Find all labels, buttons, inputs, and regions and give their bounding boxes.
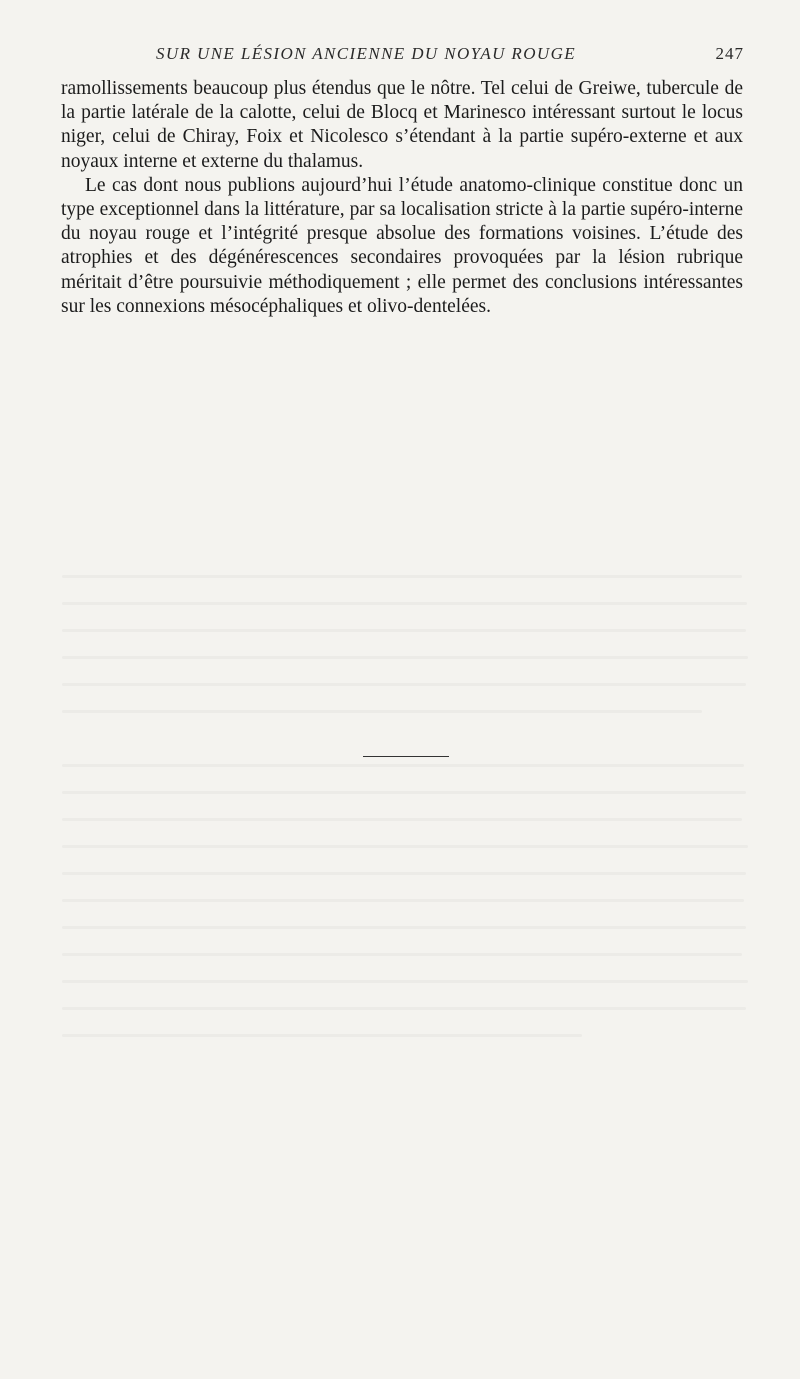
- paragraph: Le cas dont nous publions aujourd’hui l’étude anatomo-clinique constitue donc un type exceptionnel dans la littérature, par sa localisation stricte à la partie supéro-interne du noyau rouge et l’intégrité presque absolue des formations voisines. L’étude des atrophies et des dégénérescences secondaires provoquées par la lésion rubrique méritait d’être poursuivie méthodiquement ; elle permet des conclusions intéressantes sur les connexions mésocéphaliques et olivo-dentelées.: [61, 174, 743, 317]
- body-text: [61, 77, 743, 319]
- bleed-through-texture: [62, 380, 752, 1080]
- paragraph: ramollissements beaucoup plus étendus que le nôtre. Tel celui de Greiwe, tubercule de la partie latérale de la calotte, celui de Blocq et Marinesco intéressant surtout le locus niger, celui de Chiray, Foix et Nicolesco s’étendant à la partie supéro-externe et aux noyaux interne et externe du thalamus.: [61, 78, 743, 172]
- section-divider-rule: [363, 756, 449, 757]
- running-title: SUR UNE LÉSION ANCIENNE DU NOYAU ROUGE: [156, 44, 577, 63]
- running-head: [60, 44, 744, 68]
- page-number: 247: [715, 44, 744, 63]
